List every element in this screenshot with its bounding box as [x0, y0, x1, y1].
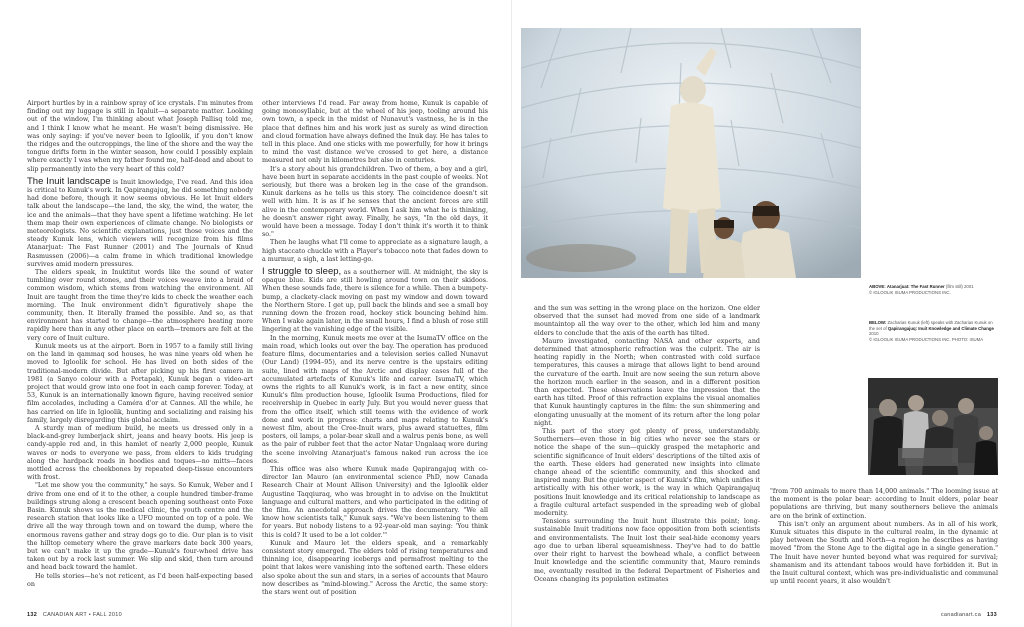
running-footer: CANADIAN ART • FALL 2010 — [42, 612, 122, 618]
page-number: 133 — [986, 612, 997, 618]
caption-label: BELOW: — [869, 320, 887, 325]
body-column-1 — [27, 100, 253, 610]
paragraph: Kunuk meets us at the airport. Born in 1957 to a family still living on the land in qammaq sod houses, he was nine years old when he moved to Igloolik for school. He has lived on both sides of the traditional-modern divide. But after picking up his first camera in 1981 (a Sanyo colour with a Portapak), Kunuk began a video-art project that would grow into one foot in each camp forever. Today, at 53, Kunuk is an internationally known figure, having received senior film accolades, including a Caméra d'or at Cannes. All the while, he has carried on life in Igloolik, hunting and socializing and raising his family, largely disregarding this global acclaim. — [27, 342, 253, 424]
paragraph: other interviews I'd read. Far away from home, Kunuk is capable of going monosyllabic, but at the wheel of his jeep, tooling around his own town, a speck in the midst of Nunavut's vastness, he is in the place that defines him and his work just as surely as wind direction and cloud formation have always defined the Inuk day. He has tales to tell in this place. And one sticks with me powerfully, for how it brings to mind the vast distance we've crossed to get here, a distance measured not only in kilometres but also in centuries. — [262, 100, 488, 165]
paragraph: This isn't only an argument about numbers. As in all of his work, Kunuk situates this dispute in the cultural realm, in the dynamic at play between the South and North—a region he describes as having moved "from the Stone Age to the digital age in a single generation." The Inuit have never hunted beyond what was required for survival; shamanism and its attendant taboos would have forbidden it. But in the Inuit cultural context, which was pre-individualistic and communal up until recent years, it also wouldn't — [770, 520, 998, 586]
paragraph: and the sun was setting in the wrong place on the horizon. One elder observed that the sunset had moved from one side of a landmark mountaintop all the way over to the other, which led him and many elders to conclude that the axis of the earth has tilted. — [534, 305, 760, 337]
film-set-photo — [868, 378, 998, 475]
folio-right — [797, 612, 997, 618]
running-footer: canadianart.ca — [940, 612, 982, 618]
group-illustration — [868, 378, 998, 475]
paragraph-text: is Inuit knowledge, I've read. And this idea is critical to Kunuk's work. In Qapirangajuq, he did something nobody had done before, though it now seems obvious. He let Inuit elders talk about the landscape—the land, the sky, the wind, the water, the ice and the animals—that they have spent a lifetime watching. He let them map their own experiences of climate change. No biologists or meteorologists. No scientific explanations, just those voices and the steady Kunuk lens, which viewers will recognize from his films Atanarjuat: The Fast Runner (2001) and The Journals of Knud Rasmussen (2006)—a calm frame in which traditional knowledge survives amid modern pressures. — [27, 178, 253, 268]
paragraph: Kunuk and Mauro let the elders speak, and a remarkably consistent story emerged. The elders told of rising temperatures and thinning ice, disappearing icebergs and permafrost melting to the point that lakes were vanishing into the softened earth. These elders also spoke about the sun and stars, in a series of accounts that Mauro now describes as "mind-blowing." Across the Arctic, the same story: the stars went out of position — [262, 539, 488, 596]
body-column-3 — [534, 305, 760, 610]
igloo-illustration — [521, 28, 861, 278]
photo-caption-above — [869, 284, 997, 295]
paragraph: A sturdy man of medium build, he meets us dressed only in a black-and-grey lumberjack shirt, jeans and heavy boots. His jeep is candy-apple red and, in this hamlet of nearly 2,000 people, Kunuk waves or nods to everyone we pass, from elders to kids trudging along the hardpack roads in hoodies and toques—no mitts—faces mottled across the cheekbones by repeated deep-tissue encounters with frost. — [27, 424, 253, 482]
body-column-4 — [770, 488, 998, 610]
caption-text: (film still) 2001 — [944, 284, 974, 289]
paragraph — [27, 175, 253, 269]
paragraph: Mauro investigated, contacting NASA and other experts, and determined that atmospheric refraction was the culprit. The air is heating rapidly in the North; when contrasted with cold surface temperatures, this causes a mirage that allows light to bend around the curvature of the earth. Inuit are now seeing the sun return above the horizon much earlier in the season, and in a different position than expected. These observations leave the impression that the earth has tilted. Proof of this refraction explains the visual anomalies that Kunuk hauntingly captures in the film: the sun shimmering and elongating unusually at the moment of its return after the long polar night. — [534, 337, 760, 427]
paragraph: He tells stories—he's not reticent, as I'd been half-expecting based on — [27, 572, 253, 588]
paragraph: It's a story about his grandchildren. Two of them, a boy and a girl, have been hurt in separate accidents in the past couple of weeks. Not seriously, but there was a broken leg in the case of the grandson. Kunuk darkens as he tells us this story. The coincidence doesn't sit well with him. It is as if he senses that the ancient forces are still alive in the contemporary world. When I ask him what he is thinking, he doesn't answer right away. Finally, he says, "In the old days, it would have been a message. Today I don't think it's worth it to think so." — [262, 165, 488, 239]
paragraph: This part of the story got plenty of press, understandably. Southerners—even those in big cities who never see the stars or notice the shape of the sun—quickly grasped the metaphoric and scientific significance of Inuit elders' descriptions of the tilted axis of the earth. These elders had generated new insights into climate change ahead of the scientific community, and this shocked and inspired many. But the quieter aspect of Kunuk's film, which unifies it artistically with his other work, is the way in which Qapirangajuq positions Inuit knowledge and its critical relationship to landscape as a fragile cultural artefact suspended in the spreading web of global modernity. — [534, 428, 760, 518]
caption-title: Atanarjuat: The Fast Runner — [886, 284, 945, 289]
paragraph: Airport hurtles by in a rainbow spray of ice crystals. I'm minutes from finding out my luggage is still in Iqaluit—a separate matter. Looking out of the window, I'm thinking about what Joseph Pallisq told me, and I think I know what he meant. He wasn't being dismissive. He was only saying: if you've never been to Igloolik, if you don't know the ridges and the outcroppings, the line of the shore and the way the tongue drifts form in the winter season, how could I possibly explain where exactly I was when my father found me, half-dead and about to slip permanently into the very heart of this cold? — [27, 100, 253, 173]
paragraph: The elders speak, in Inuktitut words like the sound of water tumbling over round stones, and their voices weave into a braid of common wisdom, which stems from watching the environment. All Inuit are taught from the time they're kids to check the weather each morning. The Inuk environment didn't figuratively shape the community, then. It literally framed the possible. And so, as that environment has started to change—the atmosphere heating more rapidly here than in any other place on earth—tremors are felt at the very core of Inuit culture. — [27, 269, 253, 342]
caption-credit: © IGLOOLIK ISUMA PRODUCTIONS INC. PHOTO: ISUMA — [869, 336, 984, 342]
paragraph — [262, 268, 488, 335]
caption-label: ABOVE: — [869, 284, 886, 289]
page-number: 132 — [27, 612, 38, 618]
caption-text: 2010 — [869, 331, 879, 337]
photo-caption-below — [869, 320, 997, 342]
folio-left — [27, 612, 122, 618]
paragraph: "Let me show you the community," he says. So Kunuk, Weber and I drive from one end of it to the other, a couple hundred timber-frame buildings strung along a crescent beach opening southeast onto Foxe Basin. Kunuk shows us the medical clinic, the youth centre and the research station that looks like a UFO mounted on top of a pole. We drive all the way through town and on toward the dump, where the enormous ravens gather and stray dogs go to die. Our plan is to visit the hilltop cemetery where the grave markers date back 300 years, but we can't make it up the grade—Kunuk's four-wheel drive has taken out by a rock last summer. We slip and skid, then turn around and head back toward the hamlet. — [27, 482, 253, 572]
paragraph: In the morning, Kunuk meets me over at the IsumaTV office on the main road, which looks out over the bay. The operation has produced feature films, documentaries and a television series called Nunavut (Our Land) (1994–95), and its nerve centre is the upstairs editing suite, lined with maps of the Arctic and display cases full of the accumulated artefacts of Kunuk's life and career. IsumaTV, which owns the rights to all Kunuk's work, is in fact a new entity, since Kunuk's film production house, Igloolik Isuma Productions, filed for receivership in Quebec in early July. But you would never guess that from the office itself, which still teems with the evidence of work done and work in progress: charts and maps relating to Kunuk's newest film, about the Cree-Inuit wars, plus award statuettes, film posters, oil lamps, a polar-bear skull and a walrus penis bone, as well as the pair of rubber feet that the actor Natar Ungalaaq wore during the scene involving Atanarjuat's famous naked run across the ice floes. — [262, 334, 488, 465]
paragraph: "from 700 animals to more than 14,000 animals." The looming issue at the moment is the polar bear: according to Inuit elders, polar bear populations are thriving, but many southerners believe the animals are on the brink of extinction. — [770, 488, 998, 520]
body-column-2 — [262, 100, 488, 610]
paragraph-text: as a southerner will. At midnight, the sky is opaque blue. Kids are still howling around town on their skidoos. When these sounds fade, there is silence for a while. Then a bumpety-bump, a clackety-clack moving on past my window and down toward the Northern Store. I get up, pull back the blinds and see a small boy running down the frozen road, hockey stick bouncing behind him. When I wake again later, in the small hours, I find a blush of rose still lingering at the vanishing edge of the visible. — [262, 269, 488, 334]
caption-credit: © IGLOOLIK ISUMA PRODUCTIONS INC. — [869, 289, 951, 295]
caption-text: Zacharias Kunuk (left) speaks with Zacharias Kunuk on the set of — [869, 320, 993, 331]
caption-title: Qapirangajuq: Inuit Knowledge and Climate Change — [887, 325, 994, 331]
paragraph: Then he laughs what I'll come to appreciate as a signature laugh, a high staccato chuckle with a Player's tobacco note that fades down to a murmur, a sigh, a last letting-go. — [262, 239, 488, 263]
paragraph: Tensions surrounding the Inuit hunt illustrate this point; long-sustainable Inuit traditions now face opposition from both scientists and environmentalists. The Inuit lost their seal-hide economy years ago due to urban liberal squeamishness. They've had to do battle over their right to harvest the bowhead whale, a conflict between Inuit knowledge and the scientific community that, Mauro reminds me, eventually resulted in the federal Department of Fisheries and Oceans changing its population estimates — [534, 518, 760, 583]
lead-in: I struggle to sleep, — [262, 266, 342, 278]
lead-in: The Inuit landscape — [27, 175, 111, 187]
igloo-photo — [521, 28, 861, 278]
paragraph: This office was also where Kunuk made Qapirangajuq with co-director Ian Mauro (an environmental science PhD, now Canada Research Chair at Mount Allison University) and the Igloolik elder Augustine Taqqiuraq, who was brought in to advise on the Inuktitut language and cultural matters, and who participated in the editing of the film. An anecdotal approach drives the documentary. "We all know how scientists talk," Kunuk says. "We've been listening to them for years. But nobody listens to a 92-year-old man saying: 'You think this is cold? It used to be a lot colder.'" — [262, 465, 488, 539]
